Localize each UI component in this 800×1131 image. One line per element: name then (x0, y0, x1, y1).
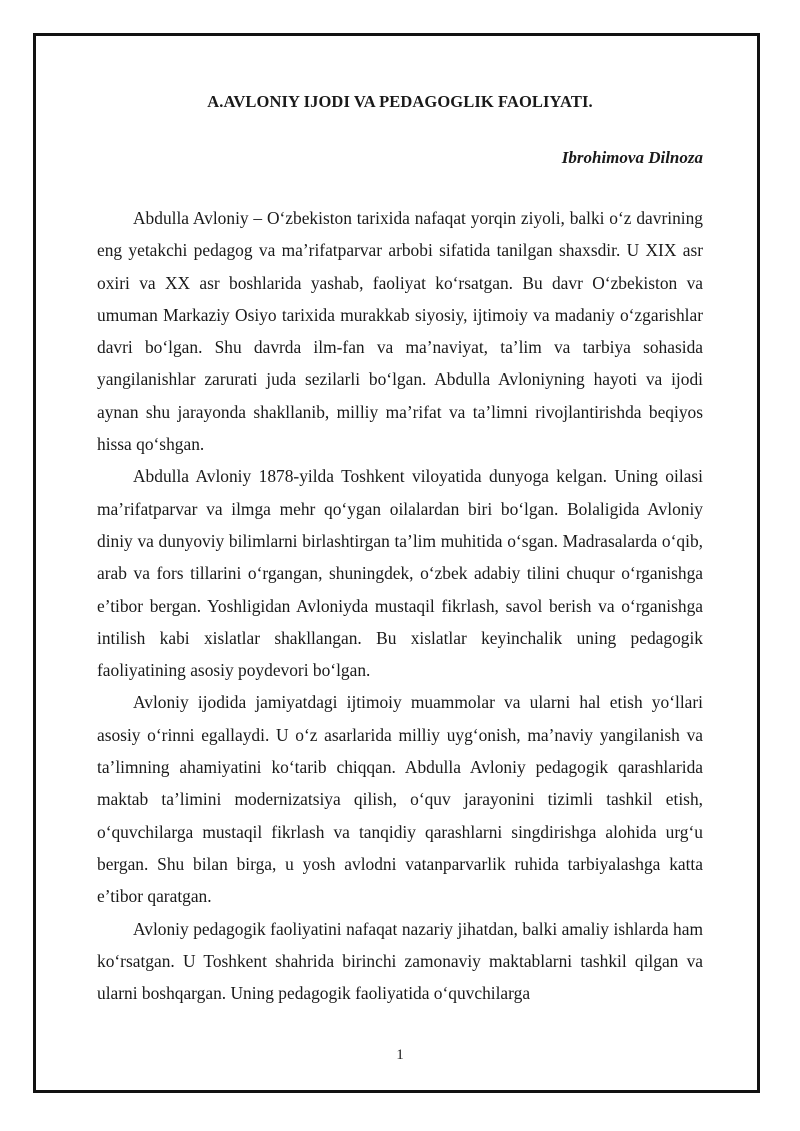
page-number: 1 (396, 1047, 404, 1063)
document-content (97, 92, 703, 1009)
paragraph: Abdulla Avloniy – O‘zbekiston tarixida nafaqat yorqin ziyoli, balki o‘z davrining eng yetakchi pedagog va ma’rifatparvar arbobi sifatida tanilgan shaxsdir. U XIX asr oxiri va XX asr boshlarida yashab, faoliyat ko‘rsatgan. Bu davr O‘zbekiston va umuman Markaziy Osiyo tarixida murakkab siyosiy, ijtimoiy va madaniy o‘zgarishlar davri bo‘lgan. Shu davrda ilm-fan va ma’naviyat, ta’lim va tarbiya sohasida yangilanishlar zarurati juda sezilarli bo‘lgan. Abdulla Avloniyning hayoti va ijodi aynan shu jarayonda shakllanib, milliy ma’rifat va ta’limni rivojlantirishda beqiyos hissa qo‘shgan. (97, 208, 703, 455)
document-title: A.AVLONIY IJODI VA PEDAGOGLIK FAOLIYATI. (207, 92, 593, 111)
paragraph: Abdulla Avloniy 1878-yilda Toshkent viloyatida dunyoga kelgan. Uning oilasi ma’rifatparvar va ilmga mehr qo‘ygan oilalardan biri bo‘lgan. Bolaligida Avloniy diniy va dunyoviy bilimlarni birlashtirgan ta’lim muhitida o‘sgan. Madrasalarda o‘qib, arab va fors tillarini o‘rgangan, shuningdek, o‘zbek adabiy tilini chuqur o‘rganishga e’tibor bergan. Yoshligidan Avloniyda mustaqil fikrlash, savol berish va o‘rganishga intilish kabi xislatlar shakllangan. Bu xislatlar keyinchalik uning pedagogik faoliyatining asosiy poydevori bo‘lgan. (97, 466, 703, 681)
author-name: Ibrohimova Dilnoza (561, 148, 703, 167)
paragraph: Avloniy pedagogik faoliyatini nafaqat nazariy jihatdan, balki amaliy ishlarda ham ko‘rsatgan. U Toshkent shahrida birinchi zamonaviy maktablarni tashkil qilgan va ularni boshqargan. Uning pedagogik faoliyatida o‘quvchilarga (97, 918, 703, 1004)
paragraph: Avloniy ijodida jamiyatdagi ijtimoiy muammolar va ularni hal etish yo‘llari asosiy o‘rinni egallaydi. U o‘z asarlarida milliy uyg‘onish, ma’naviy yangilanish va ta’limning ahamiyatini ko‘tarib chiqqan. Abdulla Avloniy pedagogik qarashlarida maktab ta’limini modernizatsiya qilish, o‘quv jarayonini tizimli tashkil etish, o‘quvchilarga mustaqil fikrlash va tanqidiy qarashlarni singdirishga alohida urg‘u bergan. Shu bilan birga, u yosh avlodni vatanparvarlik ruhida tarbiyalashga katta e’tibor qaratgan. (97, 692, 703, 907)
document-body (97, 202, 703, 1009)
